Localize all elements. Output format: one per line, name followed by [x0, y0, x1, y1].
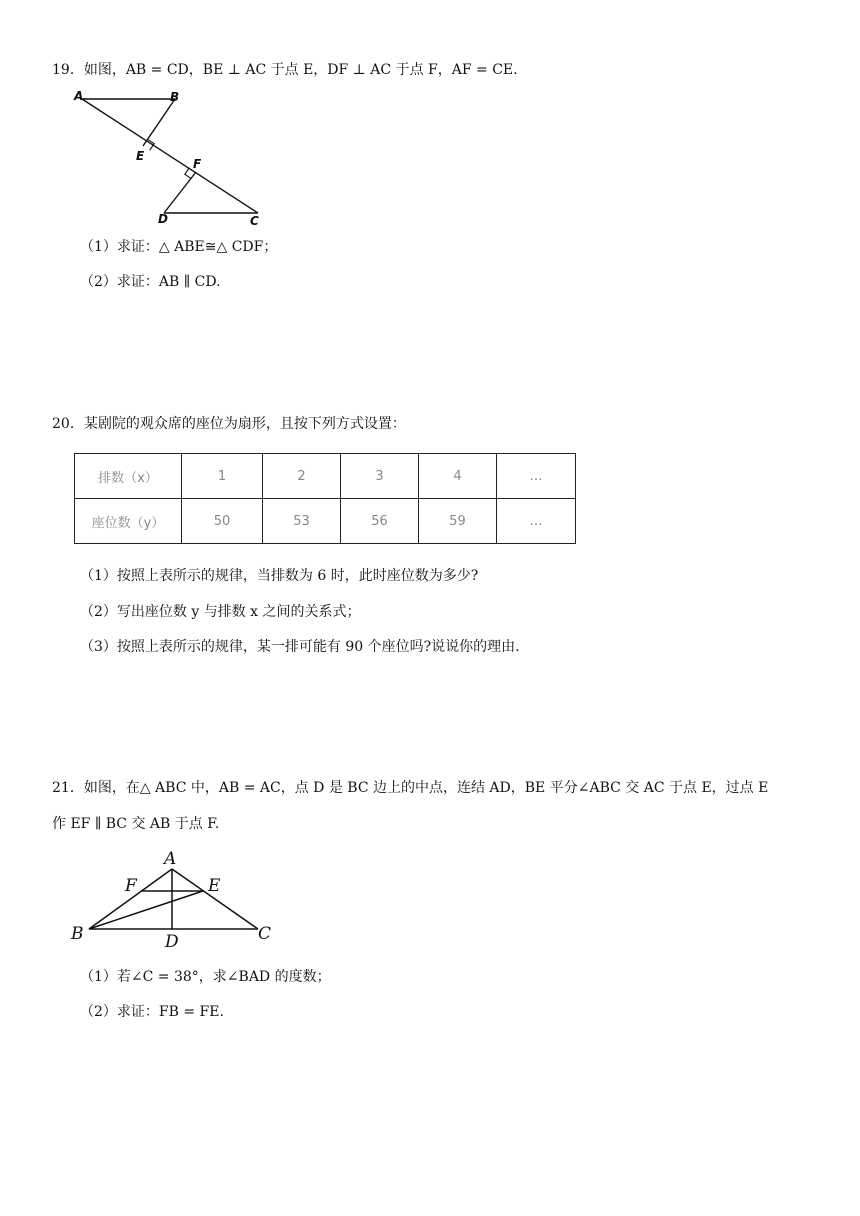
q19-label-f: F: [193, 157, 202, 171]
table-row: [75, 499, 576, 544]
q19-label-d: D: [158, 212, 168, 226]
q20-part3: （3）按照上表所示的规律，某一排可能有 90 个座位吗?说说你的理由.: [80, 639, 520, 655]
seat-table: [74, 453, 576, 544]
table-cell: 53: [263, 499, 341, 544]
q21-label-e: E: [208, 876, 221, 896]
table-cell: …: [497, 454, 576, 499]
q19-label-b: B: [170, 90, 180, 104]
q21-label-c: C: [258, 924, 272, 944]
q19-part1: （1）求证：△ ABE≅△ CDF；: [80, 239, 278, 255]
q21-part1: （1）若∠C = 38°，求∠BAD 的度数；: [80, 969, 331, 985]
q21-figure: [65, 845, 280, 955]
q19-stem: 19．如图，AB = CD，BE ⊥ AC 于点 E，DF ⊥ AC 于点 F，AF = CE.: [52, 62, 518, 78]
row-header-rows: 排数（x）: [75, 454, 182, 499]
table-cell: 2: [263, 454, 341, 499]
row-header-seats: 座位数（y）: [75, 499, 182, 544]
table-cell: 56: [341, 499, 419, 544]
q20-stem: 20．某剧院的观众席的座位为扇形，且按下列方式设置：: [52, 416, 406, 432]
q21-part2: （2）求证：FB = FE.: [80, 1004, 224, 1020]
q21-label-f: F: [125, 876, 137, 896]
table-row: [75, 454, 576, 499]
q20-part2: （2）写出座位数 y 与排数 x 之间的关系式；: [80, 604, 361, 620]
q19-label-c: C: [250, 214, 259, 228]
q19-label-a: A: [74, 89, 84, 103]
table-cell: 4: [419, 454, 497, 499]
q21-stem-line1: 21．如图，在△ ABC 中，AB = AC，点 D 是 BC 边上的中点，连结 AD，BE 平分∠ABC 交 AC 于点 E，过点 E: [52, 780, 769, 796]
q19-part2: （2）求证：AB ∥ CD.: [80, 274, 221, 290]
q21-label-d: D: [165, 932, 179, 952]
table-cell: 3: [341, 454, 419, 499]
q21-label-b: B: [71, 924, 84, 944]
table-cell: 50: [182, 499, 263, 544]
q21-label-a: A: [164, 849, 177, 869]
q20-part1: （1）按照上表所示的规律，当排数为 6 时，此时座位数为多少?: [80, 568, 479, 584]
q19-label-e: E: [136, 149, 145, 163]
table-cell: 59: [419, 499, 497, 544]
q19-figure: [70, 88, 270, 233]
table-cell: 1: [182, 454, 263, 499]
table-cell: …: [497, 499, 576, 544]
q21-stem-line2: 作 EF ∥ BC 交 AB 于点 F.: [52, 816, 220, 832]
